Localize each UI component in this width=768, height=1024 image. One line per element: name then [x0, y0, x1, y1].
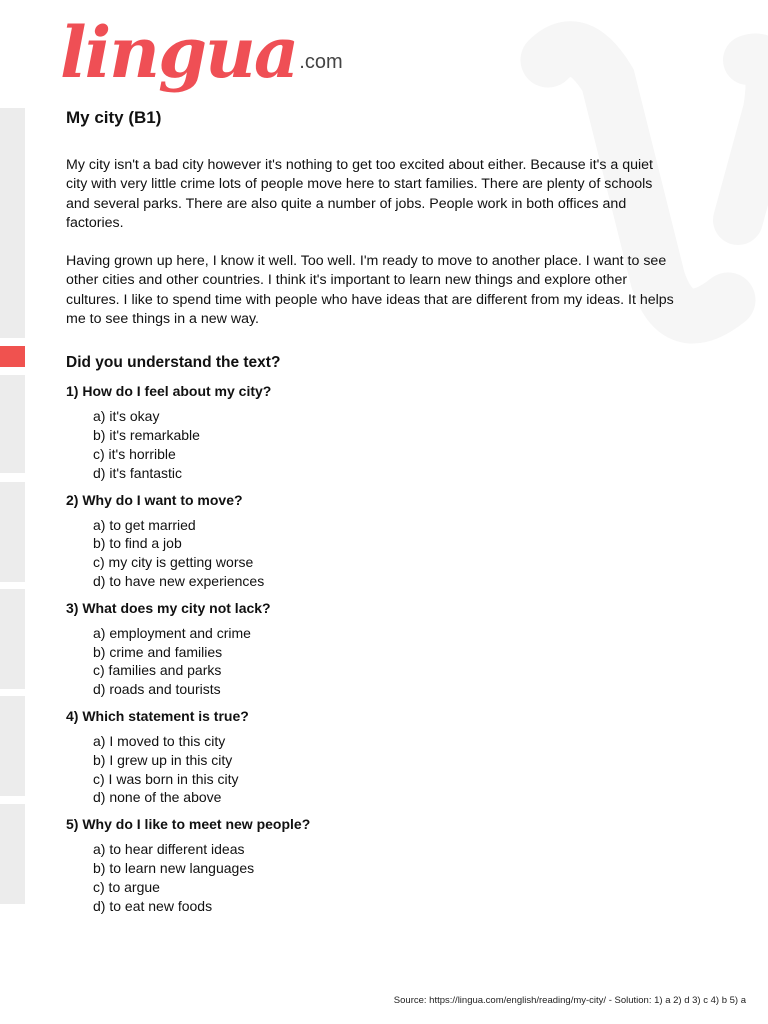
question-4 — [66, 707, 676, 807]
question-text: 1) How do I feel about my city? — [66, 383, 272, 400]
question-5 — [66, 815, 676, 915]
answer-option: b) to learn new languages — [93, 859, 255, 876]
answer-option: a) it's okay — [93, 408, 160, 425]
document-content — [66, 108, 676, 923]
answer-option: b) to find a job — [93, 535, 182, 552]
paragraph-2: Having grown up here, I know it well. Too well. I'm ready to move to another place. I want to see other cities and other countries. I think it's important to learn new things and explore other cultures. I like to spend time with people who have ideas that are different from my ideas. It helps me to see things in a new way. — [66, 253, 674, 328]
side-tab-6 — [0, 804, 25, 904]
answer-option: d) roads and tourists — [93, 681, 221, 698]
quiz-heading: Did you understand the text? — [66, 354, 281, 372]
side-tab-strip — [0, 0, 26, 1024]
answer-option: a) to hear different ideas — [93, 841, 245, 858]
answer-options — [66, 840, 676, 915]
answer-option: c) my city is getting worse — [93, 554, 254, 571]
answer-options — [66, 624, 676, 699]
answer-option: c) to argue — [93, 878, 160, 895]
answer-option: c) families and parks — [93, 662, 222, 679]
question-text: 5) Why do I like to meet new people? — [66, 816, 311, 833]
question-text: 3) What does my city not lack? — [66, 599, 271, 616]
answer-option: a) to get married — [93, 516, 196, 533]
question-1 — [66, 382, 676, 482]
source-footer: Source: https://lingua.com/english/reading/my-city/ - Solution: 1) a 2) d 3) c 4) b 5) a — [393, 995, 746, 1006]
side-tab-5 — [0, 696, 25, 796]
answer-option: b) crime and families — [93, 643, 223, 660]
side-tab-4 — [0, 589, 25, 689]
answer-option: b) it's remarkable — [93, 427, 200, 444]
question-text: 2) Why do I want to move? — [66, 491, 243, 508]
question-3 — [66, 599, 676, 699]
answer-options — [66, 732, 676, 807]
side-tab-active-marker — [0, 346, 25, 367]
logo-text: lingua — [60, 11, 298, 94]
logo-suffix: .com — [299, 51, 343, 73]
answer-option: d) to eat new foods — [93, 897, 213, 914]
side-tab-1 — [0, 108, 25, 338]
answer-option: c) it's horrible — [93, 445, 176, 462]
side-tab-3 — [0, 482, 25, 582]
question-text: 4) Which statement is true? — [66, 707, 249, 724]
answer-option: d) it's fantastic — [93, 464, 183, 481]
lingua-logo — [60, 8, 343, 94]
answer-option: c) I was born in this city — [93, 770, 239, 787]
document-title: My city (B1) — [66, 108, 162, 127]
answer-option: d) to have new experiences — [93, 572, 265, 589]
question-2 — [66, 491, 676, 591]
answer-options — [66, 516, 676, 591]
paragraph-1: My city isn't a bad city however it's nothing to get too excited about either. Because it's a quiet city with very little crime lots of people move here to start families. There are plenty of schools and several parks. There are also quite a number of jobs. People work in both offices and factories. — [66, 157, 653, 231]
answer-option: a) I moved to this city — [93, 732, 226, 749]
answer-options — [66, 407, 676, 482]
side-tab-2 — [0, 375, 25, 473]
answer-option: a) employment and crime — [93, 624, 251, 641]
answer-option: d) none of the above — [93, 789, 222, 806]
answer-option: b) I grew up in this city — [93, 751, 233, 768]
